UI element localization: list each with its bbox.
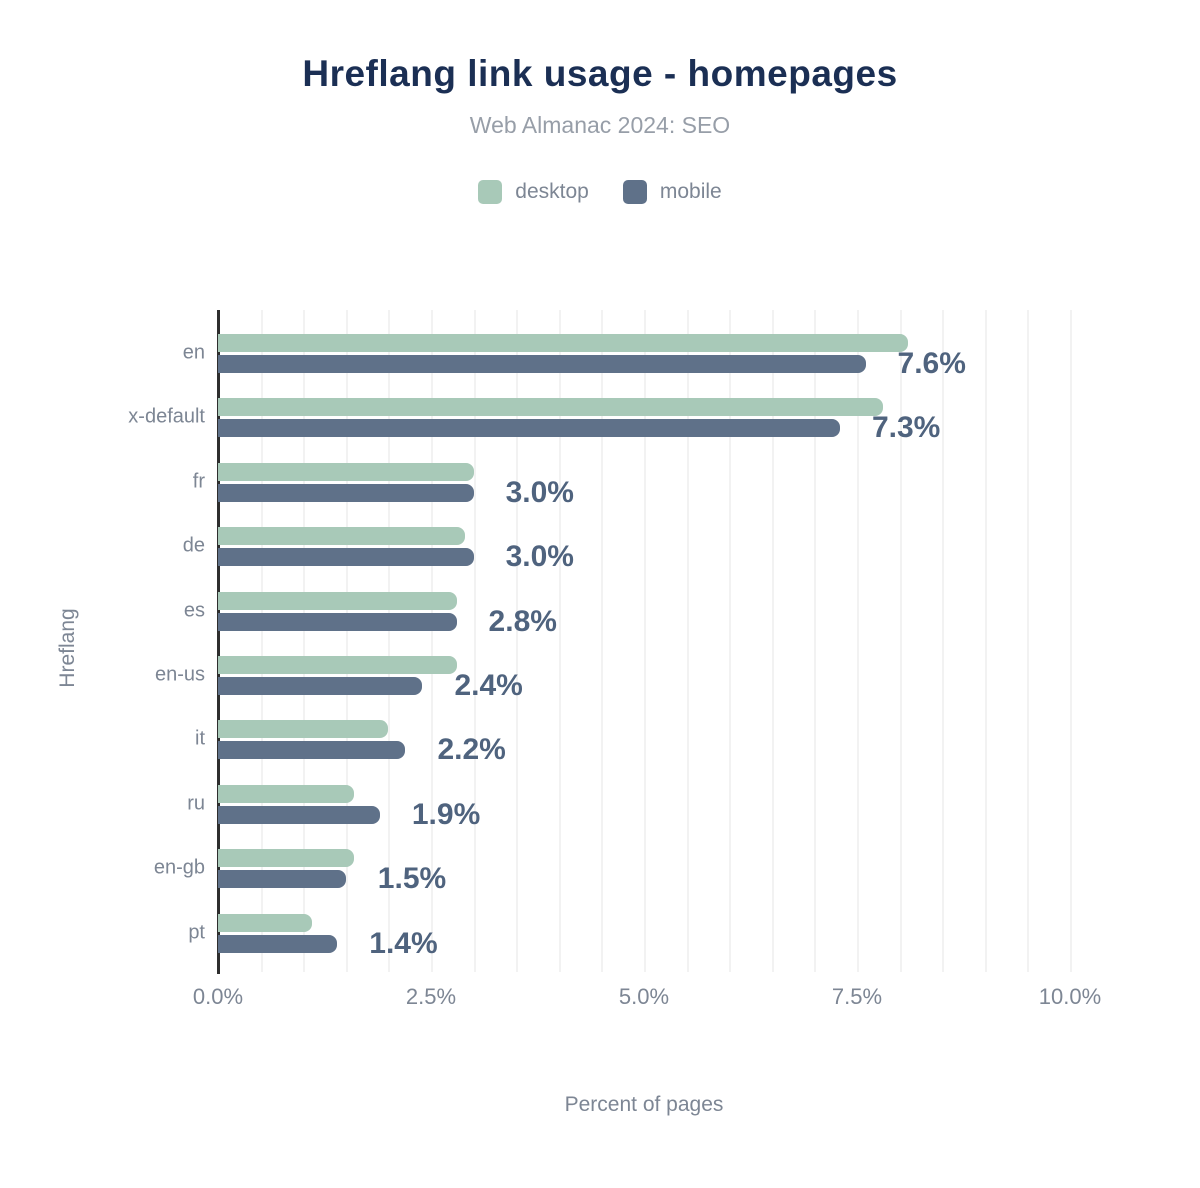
y-axis-title: Hreflang: [56, 608, 79, 688]
bar-mobile-ru[interactable]: [218, 806, 380, 824]
value-label-de: 3.0%: [505, 540, 574, 574]
legend: [0, 180, 1200, 204]
bar-desktop-x-default[interactable]: [218, 398, 883, 416]
bar-mobile-en-us[interactable]: [218, 677, 422, 695]
bar-group-en-gb: [153, 836, 1070, 900]
x-tick-2.5%: 2.5%: [405, 984, 457, 1009]
legend-item-mobile[interactable]: [623, 180, 722, 204]
bar-mobile-es[interactable]: [218, 613, 457, 631]
legend-label-desktop: desktop: [515, 180, 589, 203]
bar-group-fr: [192, 450, 1070, 514]
value-label-en-us: 2.4%: [454, 669, 523, 702]
bar-mobile-de[interactable]: [218, 548, 474, 566]
bar-group-de: [182, 514, 1070, 578]
category-label-es: es: [183, 599, 205, 622]
category-label-it: it: [195, 727, 205, 750]
bar-desktop-en-us[interactable]: [218, 656, 457, 674]
value-label-en-gb: 1.5%: [377, 862, 447, 896]
category-label-fr: fr: [192, 470, 205, 493]
legend-item-desktop[interactable]: [478, 180, 589, 204]
bar-mobile-en[interactable]: [218, 355, 866, 373]
category-label-en-gb: en-gb: [153, 856, 205, 879]
bar-group-en: [182, 321, 1070, 385]
category-label-pt: pt: [188, 921, 205, 944]
bar-group-it: [195, 707, 1070, 771]
x-tick-10.0%: 10.0%: [1038, 984, 1102, 1009]
bar-desktop-en[interactable]: [218, 334, 908, 352]
bar-group-en-us: [154, 643, 1070, 707]
bar-mobile-fr[interactable]: [218, 484, 474, 502]
x-tick-0.0%: 0.0%: [192, 984, 244, 1009]
value-label-ru: 1.9%: [411, 797, 481, 831]
bar-desktop-it[interactable]: [218, 720, 388, 738]
bar-desktop-fr[interactable]: [218, 463, 474, 481]
gridline: [1070, 310, 1072, 972]
x-tick-7.5%: 7.5%: [831, 984, 883, 1009]
value-label-x-default: 7.3%: [871, 411, 941, 445]
bar-mobile-en-gb[interactable]: [218, 870, 346, 888]
bar-group-ru: [187, 772, 1070, 836]
chart-subtitle: Web Almanac 2024: SEO: [469, 112, 731, 138]
bar-group-pt: [188, 901, 1070, 965]
bar-group-x-default: [128, 385, 1070, 449]
desktop-swatch-icon: [478, 180, 502, 204]
bar-desktop-es[interactable]: [218, 592, 457, 610]
category-label-en: en: [182, 341, 205, 364]
bar-desktop-de[interactable]: [218, 527, 465, 545]
category-label-ru: ru: [187, 792, 205, 815]
x-axis-title: Percent of pages: [564, 1093, 724, 1116]
legend-label-mobile: mobile: [659, 180, 722, 203]
bar-mobile-pt[interactable]: [218, 935, 337, 953]
bar-group-es: [183, 579, 1070, 643]
category-label-de: de: [182, 534, 205, 557]
value-label-en: 7.6%: [897, 347, 966, 380]
value-label-pt: 1.4%: [369, 926, 438, 960]
bar-desktop-ru[interactable]: [218, 785, 354, 803]
value-label-it: 2.2%: [437, 733, 506, 767]
value-label-fr: 3.0%: [505, 475, 574, 509]
plot-area: [128, 310, 1102, 1009]
bar-desktop-en-gb[interactable]: [218, 849, 354, 867]
bar-desktop-pt[interactable]: [218, 914, 312, 932]
bar-mobile-x-default[interactable]: [218, 419, 840, 437]
value-label-es: 2.8%: [488, 604, 557, 638]
chart-title: Hreflang link usage - homepages: [302, 53, 898, 94]
bar-mobile-it[interactable]: [218, 741, 405, 759]
category-label-x-default: x-default: [128, 405, 205, 428]
mobile-swatch-icon: [623, 180, 647, 204]
x-tick-5.0%: 5.0%: [618, 984, 670, 1009]
category-label-en-us: en-us: [154, 663, 205, 686]
